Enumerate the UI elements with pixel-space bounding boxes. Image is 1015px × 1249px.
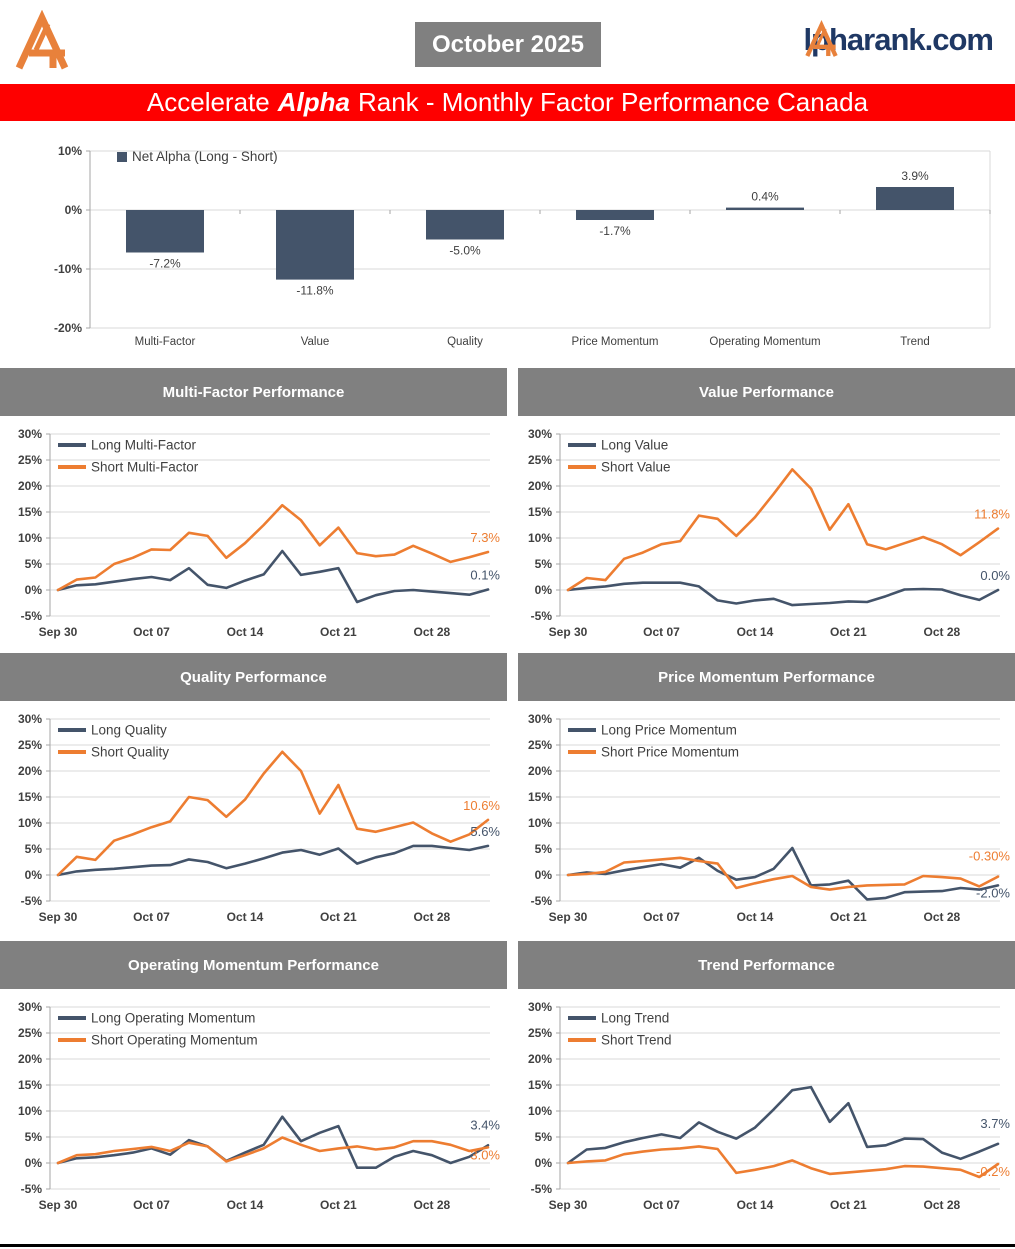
report-title-prefix: Accelerate bbox=[146, 87, 270, 117]
y-axis-label: 5% bbox=[534, 842, 552, 856]
x-axis-label: Sep 30 bbox=[548, 1198, 588, 1212]
legend-label: Short Multi-Factor bbox=[91, 459, 199, 475]
y-axis-label: -5% bbox=[20, 609, 42, 623]
x-axis-label: Sep 30 bbox=[38, 910, 78, 924]
x-axis-label: Oct 14 bbox=[226, 625, 264, 639]
y-axis-label: -5% bbox=[20, 1182, 42, 1196]
legend-label: Short Operating Momentum bbox=[91, 1032, 258, 1048]
x-axis-label: Oct 14 bbox=[736, 625, 774, 639]
x-axis-label: Oct 07 bbox=[643, 1198, 680, 1212]
y-axis-label: 0% bbox=[64, 203, 82, 217]
bar-value-label: -5.0% bbox=[449, 243, 481, 258]
y-axis-label: 20% bbox=[17, 764, 42, 778]
y-axis-label: 20% bbox=[17, 479, 42, 493]
series-line bbox=[568, 848, 998, 899]
chart-title-trend: Trend Performance bbox=[518, 941, 1015, 989]
series-end-value: 5.6% bbox=[470, 823, 500, 839]
y-axis-label: 5% bbox=[24, 557, 42, 571]
bar-category-label: Quality bbox=[447, 336, 483, 348]
y-axis-label: 30% bbox=[17, 1000, 42, 1014]
bar-category-label: Multi-Factor bbox=[134, 336, 196, 348]
y-axis-label: 25% bbox=[527, 738, 552, 752]
series-end-value: -0.2% bbox=[976, 1164, 1010, 1179]
footer-rule bbox=[0, 1244, 1015, 1247]
y-axis-label: 20% bbox=[17, 1052, 42, 1066]
y-axis-label: 25% bbox=[17, 738, 42, 752]
series-line bbox=[568, 583, 998, 605]
y-axis-label: 30% bbox=[17, 712, 42, 726]
x-axis-label: Oct 21 bbox=[320, 910, 357, 924]
y-axis-label: 10% bbox=[17, 816, 42, 830]
bar bbox=[126, 210, 204, 253]
chart-title-value: Value Performance bbox=[518, 368, 1015, 416]
y-axis-label: 15% bbox=[527, 1078, 552, 1092]
report-title-suffix: Rank - Monthly Factor Performance Canada bbox=[357, 87, 869, 117]
bar bbox=[426, 210, 504, 240]
quality-line-chart bbox=[0, 703, 505, 935]
x-axis-label: Sep 30 bbox=[548, 625, 588, 639]
chart-title-multi-factor: Multi-Factor Performance bbox=[0, 368, 507, 416]
x-axis-label: Oct 07 bbox=[643, 910, 680, 924]
series-line bbox=[568, 1087, 998, 1163]
report-title-banner bbox=[0, 84, 1015, 121]
y-axis-label: 5% bbox=[534, 1130, 552, 1144]
y-axis-label: 15% bbox=[17, 505, 42, 519]
y-axis-label: 15% bbox=[527, 790, 552, 804]
x-axis-label: Oct 28 bbox=[413, 910, 451, 924]
series-line bbox=[58, 846, 488, 875]
series-end-value: 3.0% bbox=[470, 1147, 500, 1163]
y-axis-label: 10% bbox=[57, 144, 82, 158]
bar-value-label: -1.7% bbox=[599, 224, 631, 238]
x-axis-label: Oct 28 bbox=[923, 910, 961, 924]
series-end-value: 0.0% bbox=[980, 568, 1010, 583]
y-axis-label: 5% bbox=[24, 842, 42, 856]
y-axis-label: -5% bbox=[20, 894, 42, 908]
x-axis-label: Oct 14 bbox=[226, 910, 264, 924]
x-axis-label: Oct 07 bbox=[643, 625, 680, 639]
y-axis-label: 25% bbox=[527, 1026, 552, 1040]
y-axis-label: -5% bbox=[530, 609, 552, 623]
month-label-box: October 2025 bbox=[415, 22, 601, 67]
y-axis-label: 25% bbox=[17, 453, 42, 467]
bar-value-label: -11.8% bbox=[296, 283, 334, 298]
x-axis-label: Oct 21 bbox=[830, 910, 867, 924]
x-axis-label: Oct 14 bbox=[226, 1198, 264, 1212]
legend-swatch bbox=[117, 152, 127, 162]
chart-title-quality: Quality Performance bbox=[0, 653, 507, 701]
x-axis-label: Oct 14 bbox=[736, 1198, 774, 1212]
bar-category-label: Price Momentum bbox=[571, 336, 659, 348]
series-end-value: -2.0% bbox=[976, 885, 1010, 901]
y-axis-label: 0% bbox=[534, 583, 552, 597]
y-axis-label: -10% bbox=[53, 262, 82, 276]
x-axis-label: Oct 07 bbox=[133, 910, 170, 924]
y-axis-label: 5% bbox=[534, 557, 552, 571]
multi-factor-line-chart bbox=[0, 418, 505, 650]
y-axis-label: 15% bbox=[17, 790, 42, 804]
series-end-value: 10.6% bbox=[463, 797, 500, 813]
x-axis-label: Oct 07 bbox=[133, 625, 170, 639]
legend-label: Long Price Momentum bbox=[601, 722, 737, 738]
y-axis-label: 20% bbox=[527, 764, 552, 778]
trend-line-chart bbox=[510, 991, 1015, 1223]
bar-category-label: Trend bbox=[900, 336, 930, 348]
y-axis-label: 30% bbox=[17, 427, 42, 441]
bar-value-label: -7.2% bbox=[149, 256, 181, 271]
series-line bbox=[568, 858, 998, 890]
y-axis-label: 0% bbox=[24, 583, 42, 597]
y-axis-label: 10% bbox=[17, 531, 42, 545]
x-axis-label: Oct 21 bbox=[830, 1198, 867, 1212]
y-axis-label: 25% bbox=[527, 453, 552, 467]
legend-label: Short Quality bbox=[91, 744, 170, 760]
brand-text: lpharank.com bbox=[803, 22, 993, 57]
bar bbox=[726, 208, 804, 210]
bar-value-label: 3.9% bbox=[901, 169, 929, 183]
x-axis-label: Oct 21 bbox=[320, 625, 357, 639]
series-end-value: 7.3% bbox=[470, 530, 500, 545]
y-axis-label: 10% bbox=[527, 1104, 552, 1118]
legend-label: Short Value bbox=[601, 459, 671, 475]
brand-a-icon bbox=[803, 20, 840, 60]
series-end-value: 3.4% bbox=[470, 1117, 500, 1133]
report-title-emphasis: Alpha bbox=[277, 87, 350, 117]
legend-label: Long Multi-Factor bbox=[91, 437, 197, 453]
bar-category-label: Value bbox=[300, 336, 330, 348]
y-axis-label: 30% bbox=[527, 712, 552, 726]
y-axis-label: -5% bbox=[530, 1182, 552, 1196]
legend-label: Long Value bbox=[601, 437, 669, 453]
legend-label: Long Operating Momentum bbox=[91, 1010, 256, 1026]
y-axis-label: 0% bbox=[24, 868, 42, 882]
series-end-value: 11.8% bbox=[974, 506, 1010, 522]
net-alpha-bar-chart bbox=[0, 130, 1015, 365]
x-axis-label: Oct 28 bbox=[923, 625, 961, 639]
legend-label: Long Trend bbox=[601, 1010, 670, 1026]
y-axis-label: 25% bbox=[17, 1026, 42, 1040]
y-axis-label: 20% bbox=[527, 1052, 552, 1066]
series-line bbox=[58, 551, 488, 602]
y-axis-label: 10% bbox=[527, 816, 552, 830]
y-axis-label: 0% bbox=[534, 1156, 552, 1170]
y-axis-label: 15% bbox=[17, 1078, 42, 1092]
series-end-value: 0.1% bbox=[470, 567, 500, 583]
series-line bbox=[568, 1146, 998, 1177]
brand-logo bbox=[803, 22, 993, 58]
y-axis-label: 0% bbox=[534, 868, 552, 882]
x-axis-label: Oct 28 bbox=[923, 1198, 961, 1212]
x-axis-label: Sep 30 bbox=[38, 625, 78, 639]
y-axis-label: 10% bbox=[17, 1104, 42, 1118]
chart-title-operating-momentum: Operating Momentum Performance bbox=[0, 941, 507, 989]
y-axis-label: 15% bbox=[527, 505, 552, 519]
y-axis-label: 20% bbox=[527, 479, 552, 493]
series-line bbox=[568, 469, 998, 590]
legend-label: Short Price Momentum bbox=[601, 744, 740, 760]
series-end-value: 3.7% bbox=[980, 1115, 1010, 1131]
x-axis-label: Oct 28 bbox=[413, 625, 451, 639]
bar bbox=[276, 210, 354, 280]
y-axis-label: 30% bbox=[527, 1000, 552, 1014]
x-axis-label: Oct 28 bbox=[413, 1198, 451, 1212]
x-axis-label: Oct 14 bbox=[736, 910, 774, 924]
x-axis-label: Oct 21 bbox=[320, 1198, 357, 1212]
bar bbox=[576, 210, 654, 220]
x-axis-label: Oct 07 bbox=[133, 1198, 170, 1212]
y-axis-label: -5% bbox=[530, 894, 552, 908]
y-axis-label: 30% bbox=[527, 427, 552, 441]
y-axis-label: -20% bbox=[53, 321, 82, 335]
legend-label: Long Quality bbox=[91, 722, 167, 738]
legend-label: Short Trend bbox=[601, 1032, 672, 1048]
y-axis-label: 10% bbox=[527, 531, 552, 545]
y-axis-label: 5% bbox=[24, 1130, 42, 1144]
bar bbox=[876, 187, 954, 210]
price-momentum-line-chart bbox=[510, 703, 1015, 935]
bar-value-label: 0.4% bbox=[751, 189, 779, 204]
value-line-chart bbox=[510, 418, 1015, 650]
legend-label: Net Alpha (Long - Short) bbox=[132, 149, 278, 164]
chart-title-price-momentum: Price Momentum Performance bbox=[518, 653, 1015, 701]
y-axis-label: 0% bbox=[24, 1156, 42, 1170]
x-axis-label: Sep 30 bbox=[548, 910, 588, 924]
operating-momentum-line-chart bbox=[0, 991, 505, 1223]
accelerate-logo-icon bbox=[12, 10, 72, 74]
series-line bbox=[58, 505, 488, 590]
series-end-value: -0.30% bbox=[968, 848, 1010, 864]
series-line bbox=[58, 1138, 488, 1164]
x-axis-label: Oct 21 bbox=[830, 625, 867, 639]
x-axis-label: Sep 30 bbox=[38, 1198, 78, 1212]
bar-category-label: Operating Momentum bbox=[709, 336, 821, 348]
